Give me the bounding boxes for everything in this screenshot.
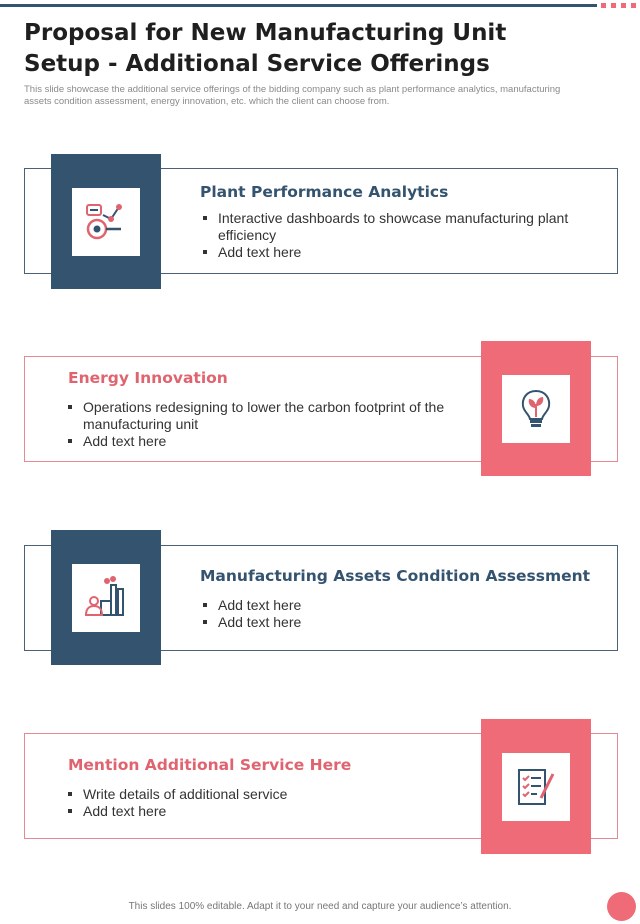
lightbulb-leaf-icon: [513, 386, 559, 432]
icon-tile: [502, 375, 570, 443]
icon-panel-assets-assessment: [51, 530, 161, 665]
service-heading: Mention Additional Service Here: [68, 756, 352, 774]
checklist-pen-icon: [513, 764, 559, 810]
list-item: Operations redesigning to lower the carbon footprint of the manufacturing unit: [68, 399, 468, 433]
service-heading: Plant Performance Analytics: [200, 183, 449, 201]
list-item: Add text here: [68, 803, 468, 820]
icon-panel-plant-performance: [51, 154, 161, 289]
icon-tile: [72, 188, 140, 256]
analytics-dashboard-icon: [83, 199, 129, 245]
service-bullet-list: [68, 399, 468, 450]
list-item: Add text here: [203, 614, 578, 631]
icon-panel-energy-innovation: [481, 341, 591, 476]
list-item: Add text here: [68, 433, 468, 450]
service-bullet-list: [68, 786, 468, 820]
service-bullet-list: [203, 597, 578, 631]
factory-worker-icon: [83, 575, 129, 621]
list-item: Add text here: [203, 244, 578, 261]
list-item: Interactive dashboards to showcase manufacturing plant efficiency: [203, 210, 578, 244]
page-title: Proposal for New Manufacturing Unit Setup - Additional Service Offerings: [24, 20, 507, 77]
icon-tile: [72, 564, 140, 632]
service-bullet-list: [203, 210, 578, 261]
corner-circle-decoration: [607, 892, 636, 921]
top-dots-decoration: [601, 3, 636, 8]
service-heading: Energy Innovation: [68, 369, 228, 387]
list-item: Write details of additional service: [68, 786, 468, 803]
list-item: Add text here: [203, 597, 578, 614]
icon-panel-additional: [481, 719, 591, 854]
footer-note: This slides 100% editable. Adapt it to your need and capture your audience’s attention.: [128, 901, 512, 912]
icon-tile: [502, 753, 570, 821]
service-heading: Manufacturing Assets Condition Assessment: [200, 567, 591, 585]
page-subtitle: This slide showcase the additional service offerings of the bidding company such as plant performance analytics, manufacturing assets condition assessment, energy innovation, etc. which the client can choose from.: [24, 84, 561, 107]
top-accent-bar: [0, 4, 597, 7]
